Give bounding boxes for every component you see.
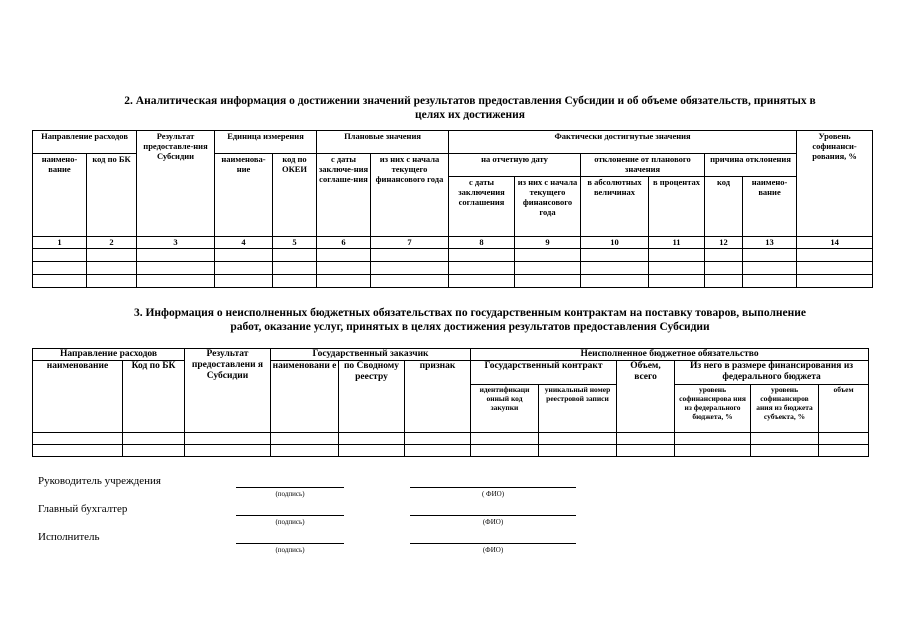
- signature-line-sign[interactable]: [236, 487, 344, 488]
- empty-cell[interactable]: [271, 445, 339, 457]
- signature-label-accountant: Главный бухгалтер: [38, 503, 128, 515]
- section2-title: [70, 94, 870, 122]
- empty-cell[interactable]: [185, 433, 271, 445]
- section3-title-line1: 3. Информация о неисполненных бюджетных обязательствах по государственным контрактам на поставку товаров, выполнение: [133, 307, 806, 319]
- header-actual-date: с даты заключения соглашения: [449, 177, 515, 237]
- header-purchase-id: идентификаци онный код закупки: [471, 385, 539, 433]
- empty-cell[interactable]: [539, 445, 617, 457]
- empty-cell[interactable]: [33, 433, 123, 445]
- empty-cell[interactable]: [797, 262, 873, 275]
- column-number: 2: [87, 237, 137, 249]
- header-reporting-date: на отчетную дату: [449, 154, 581, 177]
- signature-line-fio[interactable]: [410, 543, 576, 544]
- header-okei: код по ОКЕИ: [273, 154, 317, 237]
- empty-cell[interactable]: [581, 275, 649, 288]
- header-deviation-pct: в процентах: [649, 177, 705, 237]
- table-row: [33, 262, 873, 275]
- header-sign: признак: [405, 361, 471, 433]
- header-planned: Плановые значения: [317, 131, 449, 154]
- header-volume: Объем, всего: [617, 361, 675, 433]
- empty-cell[interactable]: [33, 262, 87, 275]
- empty-cell[interactable]: [215, 275, 273, 288]
- empty-cell[interactable]: [705, 275, 743, 288]
- signature-caption-fio: (ФИО): [482, 546, 504, 554]
- signature-caption-fio: (ФИО): [482, 518, 504, 526]
- header-kbk: Код по БК: [123, 361, 185, 433]
- column-number: 8: [449, 237, 515, 249]
- empty-cell[interactable]: [581, 262, 649, 275]
- empty-cell[interactable]: [33, 275, 87, 288]
- empty-cell[interactable]: [87, 275, 137, 288]
- header-unfulfilled: Неисполненное бюджетное обязательство: [471, 349, 869, 361]
- header-deviation: отклонение от планового значения: [581, 154, 705, 177]
- header-cofin-federal: уровень софинансирова ния из федерального бюджета, %: [675, 385, 751, 433]
- empty-cell[interactable]: [581, 249, 649, 262]
- header-federal: Из него в размере финансирования из федерального бюджета: [675, 361, 869, 385]
- empty-cell[interactable]: [743, 275, 797, 288]
- column-number: 4: [215, 237, 273, 249]
- header-cofin-subject: уровень софинансиров ания из бюджета субъекта, %: [751, 385, 819, 433]
- section3-title: [70, 306, 870, 334]
- unfulfilled-obligations-table: [32, 348, 869, 457]
- empty-cell[interactable]: [617, 433, 675, 445]
- empty-cell[interactable]: [743, 249, 797, 262]
- empty-cell[interactable]: [371, 249, 449, 262]
- signature-line-fio[interactable]: [410, 515, 576, 516]
- empty-cell[interactable]: [649, 249, 705, 262]
- empty-cell[interactable]: [87, 262, 137, 275]
- empty-cell[interactable]: [215, 262, 273, 275]
- column-number: 13: [743, 237, 797, 249]
- header-reason-name: наимено-вание: [743, 177, 797, 237]
- empty-cell[interactable]: [539, 433, 617, 445]
- empty-cell[interactable]: [271, 433, 339, 445]
- table-row: [33, 445, 869, 457]
- header-unit: Единица измерения: [215, 131, 317, 154]
- signature-line-sign[interactable]: [236, 543, 344, 544]
- empty-cell[interactable]: [405, 433, 471, 445]
- empty-cell[interactable]: [33, 445, 123, 457]
- empty-cell[interactable]: [371, 275, 449, 288]
- empty-cell[interactable]: [751, 433, 819, 445]
- column-number: 11: [649, 237, 705, 249]
- empty-cell[interactable]: [33, 249, 87, 262]
- section2-title-line1: 2. Аналитическая информация о достижении значений результатов предоставления Субсидии и об объеме обязательств, принятых в: [124, 95, 816, 107]
- empty-cell[interactable]: [339, 433, 405, 445]
- empty-cell[interactable]: [273, 275, 317, 288]
- signature-line-fio[interactable]: [410, 487, 576, 488]
- column-number: 1: [33, 237, 87, 249]
- column-number: 7: [371, 237, 449, 249]
- signature-caption-sign: (подпись): [275, 490, 305, 498]
- header-amount: объем: [819, 385, 869, 433]
- signature-caption-fio: ( ФИО): [481, 490, 505, 498]
- header-result: Результат предоставле-ния Субсидии: [137, 131, 215, 237]
- column-number: 9: [515, 237, 581, 249]
- empty-cell[interactable]: [705, 249, 743, 262]
- section2-title-line2: целях их достижения: [415, 109, 525, 121]
- empty-cell[interactable]: [449, 249, 515, 262]
- empty-cell[interactable]: [819, 433, 869, 445]
- empty-cell[interactable]: [185, 445, 271, 457]
- header-actual: Фактически достигнутые значения: [449, 131, 797, 154]
- empty-cell[interactable]: [649, 275, 705, 288]
- empty-cell[interactable]: [649, 262, 705, 275]
- empty-cell[interactable]: [471, 445, 539, 457]
- header-kbk: код по БК: [87, 154, 137, 237]
- signature-caption-sign: (подпись): [275, 518, 305, 526]
- empty-cell[interactable]: [515, 275, 581, 288]
- empty-cell[interactable]: [137, 262, 215, 275]
- header-direction: Направление расходов: [33, 349, 185, 361]
- empty-cell[interactable]: [123, 445, 185, 457]
- signature-caption-sign: (подпись): [275, 546, 305, 554]
- header-customer: Государственный заказчик: [271, 349, 471, 361]
- signature-label-executor: Исполнитель: [38, 531, 100, 543]
- empty-cell[interactable]: [819, 445, 869, 457]
- header-direction-name: наименование: [33, 361, 123, 433]
- header-actual-fy: из них с начала текущего финансового года: [515, 177, 581, 237]
- header-cofinancing: Уровень софинанси-рования, %: [797, 131, 873, 237]
- empty-cell[interactable]: [215, 249, 273, 262]
- empty-cell[interactable]: [371, 262, 449, 275]
- empty-cell[interactable]: [675, 433, 751, 445]
- empty-cell[interactable]: [743, 262, 797, 275]
- table-row: [33, 249, 873, 262]
- empty-cell[interactable]: [137, 275, 215, 288]
- empty-cell[interactable]: [515, 262, 581, 275]
- empty-cell[interactable]: [273, 249, 317, 262]
- empty-cell[interactable]: [317, 249, 371, 262]
- empty-cell[interactable]: [515, 249, 581, 262]
- header-reason-code: код: [705, 177, 743, 237]
- empty-cell[interactable]: [317, 275, 371, 288]
- empty-cell[interactable]: [137, 249, 215, 262]
- empty-cell[interactable]: [273, 262, 317, 275]
- column-number: 12: [705, 237, 743, 249]
- empty-cell[interactable]: [317, 262, 371, 275]
- signature-line-sign[interactable]: [236, 515, 344, 516]
- header-contract: Государственный контракт: [471, 361, 617, 385]
- empty-cell[interactable]: [751, 445, 819, 457]
- empty-cell[interactable]: [675, 445, 751, 457]
- column-number: 5: [273, 237, 317, 249]
- header-direction: Направление расходов: [33, 131, 137, 154]
- empty-cell[interactable]: [797, 249, 873, 262]
- empty-cell[interactable]: [87, 249, 137, 262]
- empty-cell[interactable]: [449, 262, 515, 275]
- table-row: [33, 275, 873, 288]
- header-planned-date: с даты заключе-ния соглаше-ния: [317, 154, 371, 237]
- header-registry: по Сводному реестру: [339, 361, 405, 433]
- empty-cell[interactable]: [617, 445, 675, 457]
- header-result: Результат предоставлени я Субсидии: [185, 349, 271, 433]
- column-number: 6: [317, 237, 371, 249]
- empty-cell[interactable]: [449, 275, 515, 288]
- empty-cell[interactable]: [797, 275, 873, 288]
- header-unit-name: наименова-ние: [215, 154, 273, 237]
- header-planned-fy: из них с начала текущего финансового года: [371, 154, 449, 237]
- empty-cell[interactable]: [339, 445, 405, 457]
- header-reason: причина отклонения: [705, 154, 797, 177]
- signature-label-director: Руководитель учреждения: [38, 475, 161, 487]
- empty-cell[interactable]: [471, 433, 539, 445]
- column-number: 10: [581, 237, 649, 249]
- empty-cell[interactable]: [123, 433, 185, 445]
- section3-title-line2: работ, оказание услуг, принятых в целях достижения результатов предоставления Субсидии: [230, 321, 710, 333]
- analytical-info-table: [32, 130, 873, 288]
- column-number: 14: [797, 237, 873, 249]
- empty-cell[interactable]: [705, 262, 743, 275]
- table-row: [33, 433, 869, 445]
- header-direction-name: наимено-вание: [33, 154, 87, 237]
- column-number: 3: [137, 237, 215, 249]
- header-registry-number: уникальный номер реестровой записи: [539, 385, 617, 433]
- header-deviation-abs: в абсолютных величинах: [581, 177, 649, 237]
- empty-cell[interactable]: [405, 445, 471, 457]
- header-customer-name: наименовани е: [271, 361, 339, 433]
